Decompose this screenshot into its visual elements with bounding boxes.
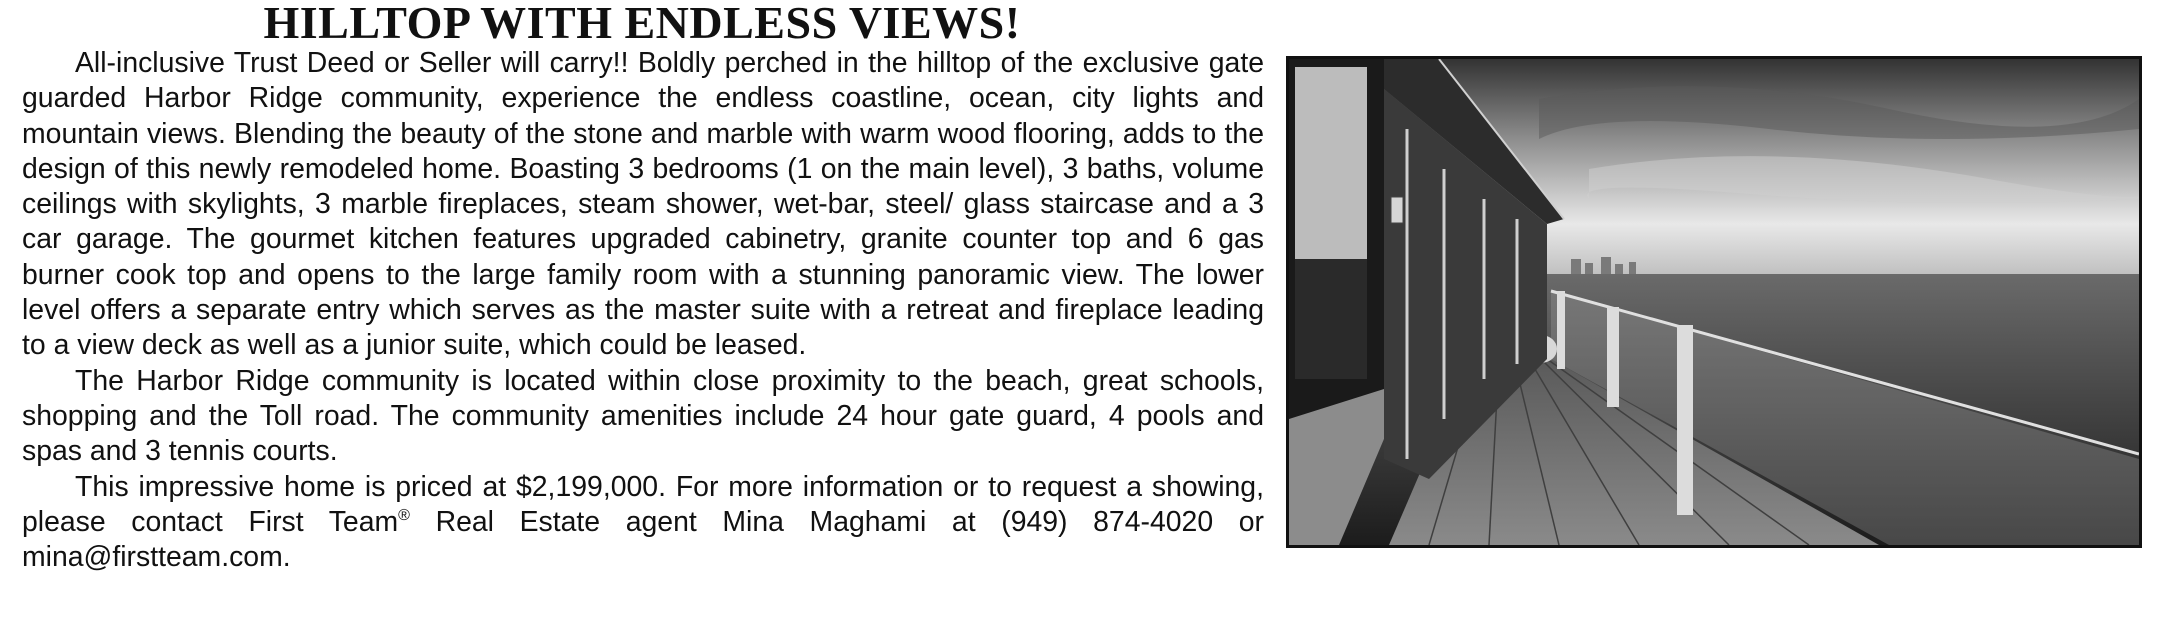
contact-text-end: Real Estate agent Mina Maghami at (949) 874-4020 or mina@firstteam.com. — [22, 505, 1264, 574]
registered-mark: ® — [398, 506, 410, 524]
photo-illustration — [1289, 59, 2139, 545]
listing-description — [22, 46, 1264, 575]
contact-text-start: This impressive home is priced at $2,199,000. For more information or to request a showing, please contact First Team — [22, 470, 1264, 538]
wall-lamp-icon — [1391, 197, 1403, 223]
view-deck-photo — [1286, 56, 2142, 548]
paragraph-community: The Harbor Ridge community is located within close proximity to the beach, great schools, shopping and the Toll road. The community amenities include 24 hour gate guard, 4 pools and spas and 3 tennis courts. — [22, 364, 1264, 468]
window-lower — [1295, 259, 1367, 379]
headline: HILLTOP WITH ENDLESS VIEWS! — [263, 0, 1021, 48]
paragraph-contact — [22, 470, 1264, 576]
paragraph-intro: All-inclusive Trust Deed or Seller will carry!! Boldly perched in the hilltop of the exclusive gate guarded Harbor Ridge community, experience the endless coastline, ocean, city lights and mountain views. Blending the beauty of the stone and marble with warm wood flooring, adds to the design of this newly remodeled home. Boasting 3 bedrooms (1 on the main level), 3 baths, volume ceilings with skylights, 3 marble fireplaces, steam shower, wet-bar, steel/ glass staircase and a 3 car garage. The gourmet kitchen features upgraded cabinetry, granite counter top and 6 gas burner cook top and opens to the large family room with a stunning panoramic view. The lower level offers a separate entry which serves as the master suite with a retreat and fireplace leading to a view deck as well as a junior suite, which could be leased. — [22, 47, 1264, 362]
